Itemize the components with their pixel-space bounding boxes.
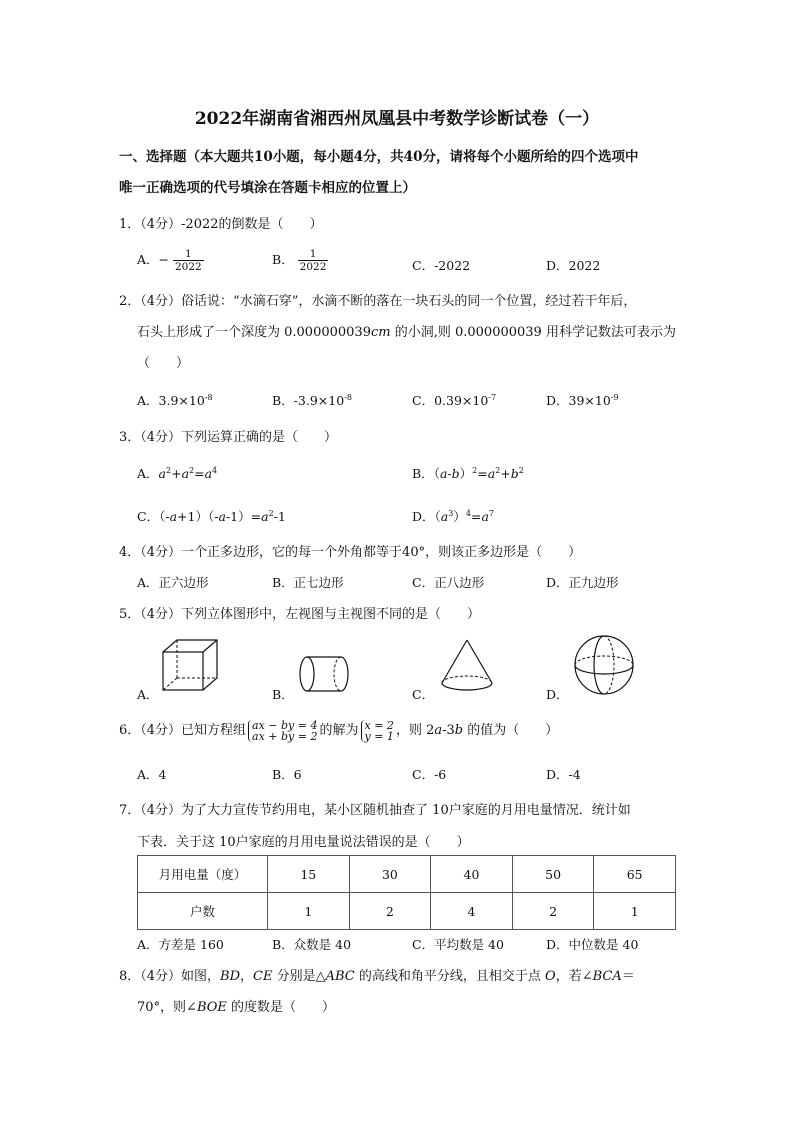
q3-a-eq: = <box>194 466 205 481</box>
table-row <box>138 856 676 893</box>
q4-option-b[interactable]: B．正七边形 <box>272 575 344 590</box>
q2-option-d[interactable] <box>546 391 619 409</box>
q6-suffix-b: -3 <box>442 723 455 738</box>
q3-option-b[interactable] <box>412 464 524 482</box>
q3-d-e1: 3 <box>448 509 454 518</box>
q8-text-b: 分别是△ <box>272 969 326 984</box>
q6-sol2: y = 1 <box>364 729 394 743</box>
table-cell: 户数 <box>138 893 268 930</box>
q3-b-label: B． <box>412 466 434 481</box>
q8-text-c: 的高线和角平分线，且相交于点 <box>354 969 546 984</box>
q3-c-lp1: （ <box>159 509 166 524</box>
table-cell: 1 <box>268 893 350 930</box>
q8-bca: BCA <box>592 969 622 984</box>
q2-c-text: C．0.39×10 <box>412 393 489 408</box>
q1-a-sign: − <box>158 252 170 267</box>
q3-c-label: C． <box>137 509 160 524</box>
q3-b-v2: b <box>451 466 460 481</box>
table-cell: 30 <box>349 856 431 893</box>
table-cell: 2 <box>512 893 594 930</box>
cube-figure <box>160 638 220 694</box>
q2-unit: cm <box>370 325 391 340</box>
q3-d-rp: ） <box>453 509 466 524</box>
page-title: 2022年湖南省湘西州凤凰县中考数学诊断试卷（一） <box>194 109 600 129</box>
q3-c-one1: 1 <box>187 509 196 524</box>
q2-line2-b: 的小洞,则 0.000000039 用科学记数法可表示为 <box>390 325 676 340</box>
q2-option-a[interactable] <box>137 391 213 409</box>
q1-stem: 1．（4分）-2022的倒数是（ ） <box>119 217 323 232</box>
q7-option-b[interactable]: B．众数是 40 <box>272 937 352 952</box>
q3-d-v1: a <box>440 509 449 524</box>
q3-d-label: D． <box>412 509 435 524</box>
q5-option-b[interactable]: B． <box>272 687 294 702</box>
q4-option-c[interactable]: C．正八边形 <box>412 575 485 590</box>
q3-a-e1: 2 <box>165 466 172 475</box>
q7-line2: 下表．关于这 10户家庭的月用电量说法错误的是（ ） <box>137 835 470 850</box>
q6-option-d[interactable]: D．-4 <box>546 767 581 782</box>
q1-b-den: 2022 <box>299 261 327 273</box>
q2-line3: （ ） <box>137 356 190 371</box>
q3-b-v1: a <box>439 466 448 481</box>
q1-a-den: 2022 <box>175 261 202 273</box>
q3-c-eq: = <box>250 509 262 524</box>
q6-var-a: a <box>434 723 443 738</box>
q3-b-minus: - <box>447 466 452 481</box>
q6-sol1: x = 2 <box>364 718 394 732</box>
q8-text-e: ＝ <box>621 969 635 984</box>
q2-b-text: B．-3.9×10 <box>272 393 345 408</box>
q5-option-d[interactable]: D． <box>546 687 569 702</box>
q3-b-e3: 2 <box>518 466 524 475</box>
q3-c-v2: a <box>218 509 226 524</box>
cone-figure <box>438 638 496 694</box>
section-heading-line1: 一、选择题（本大题共10小题，每小题4分，共40分，请将每个小题所给的四个选项中 <box>119 149 639 165</box>
q3-c-e: 2 <box>268 509 274 518</box>
q5-option-c[interactable]: C． <box>412 687 435 702</box>
q3-a-v1: a <box>158 466 166 481</box>
q1-a-label: A． <box>137 252 159 267</box>
table-cell: 4 <box>431 893 513 930</box>
q1-option-b[interactable] <box>272 248 328 273</box>
q3-c-m2: -1 <box>273 509 286 524</box>
sphere-figure <box>572 634 636 696</box>
usage-table <box>137 855 676 930</box>
q3-c-m1: -1 <box>225 509 239 524</box>
q8-o: O <box>545 969 556 984</box>
q6-system <box>248 720 317 742</box>
q1-option-c[interactable]: C．-2022 <box>412 258 471 273</box>
table-cell: 65 <box>594 856 676 893</box>
q6-var-b: b <box>454 723 464 738</box>
q1-b-num: 1 <box>298 248 329 261</box>
q2-line2 <box>137 321 676 340</box>
q6-stem <box>119 719 558 742</box>
q1-b-label: B． <box>272 252 294 267</box>
table-cell: 1 <box>594 893 676 930</box>
q4-option-a[interactable]: A．正六边形 <box>137 575 209 590</box>
q6-eq1: ax − by = 4 <box>252 718 318 732</box>
q6-option-c[interactable]: C．-6 <box>412 767 447 782</box>
q8-abc: ABC <box>325 969 355 984</box>
q8-text-d: ，若∠ <box>555 969 593 984</box>
q7-line1: 7．（4分）为了大力宣传节约用电，某小区随机抽查了 10户家庭的月用电量情况．统计如 <box>119 803 631 818</box>
q8-ce: CE <box>253 969 273 984</box>
q3-b-rp: ） <box>459 466 473 481</box>
table-cell: 月用电量（度） <box>138 856 268 893</box>
q2-option-c[interactable] <box>412 391 496 409</box>
q2-d-exp: -9 <box>610 393 619 402</box>
q7-option-d[interactable]: D．中位数是 40 <box>546 937 639 952</box>
q3-c-neg1: - <box>165 509 170 524</box>
table-cell: 2 <box>349 893 431 930</box>
q1-option-d[interactable]: D．2022 <box>546 258 601 273</box>
q8-line2 <box>137 996 335 1015</box>
cylinder-figure <box>298 654 350 694</box>
q3-c-plus: + <box>177 509 188 524</box>
q3-c-v1: a <box>169 509 178 524</box>
q1-option-a[interactable] <box>137 248 204 273</box>
q2-line2-a: 石头上形成了一个深度为 0.000000039 <box>137 325 371 340</box>
q3-b-e1: 2 <box>472 466 478 475</box>
q8-text-a: 8．（4分）如图， <box>119 969 221 984</box>
q3-d-lp: （ <box>434 509 441 524</box>
q3-d-eq: = <box>470 509 482 524</box>
q3-d-v2: a <box>481 509 489 524</box>
q2-d-text: D．39×10 <box>546 393 611 408</box>
q8-boe: BOE <box>196 1000 227 1015</box>
q8-comma: ， <box>240 969 254 984</box>
q3-b-v3: a <box>487 466 496 481</box>
q3-c-rp1: ） <box>195 509 208 524</box>
q3-c-rp2: ） <box>238 509 251 524</box>
q2-a-text: A．3.9×10 <box>137 393 205 408</box>
q3-c-lp2: （ <box>207 509 215 524</box>
q8-text-f: 70°，则∠ <box>137 1000 197 1015</box>
q1-a-fraction <box>173 248 204 273</box>
table-cell: 50 <box>512 856 594 893</box>
q1-a-num: 1 <box>173 248 204 261</box>
q7-option-a[interactable]: A．方差是 160 <box>137 937 224 952</box>
q3-b-lp: （ <box>433 466 440 481</box>
section-heading-line2: 唯一正确选项的代号填涂在答题卡相应的位置上） <box>119 180 416 196</box>
q2-line1: 2．（4分）俗话说：“水滴石穿”，水滴不断的落在一块石头的同一个位置，经过若干年后， <box>119 294 637 309</box>
q4-stem: 4．（4分）一个正多边形，它的每一个外角都等于40°，则该正多边形是（ ） <box>119 545 582 560</box>
q2-option-b[interactable] <box>272 391 352 409</box>
q4-option-d[interactable]: D．正九边形 <box>546 575 619 590</box>
q3-option-a[interactable] <box>137 464 217 482</box>
q3-c-v3: a <box>261 509 269 524</box>
q8-line1 <box>119 965 635 984</box>
q6-eq2: ax + by = 2 <box>252 729 318 743</box>
q6-prefix: 6．（4分）已知方程组 <box>119 723 247 738</box>
q8-text-g: 的度数是（ ） <box>226 1000 336 1015</box>
q6-solution <box>361 720 394 742</box>
q6-suffix-a: ，则 2 <box>395 723 435 738</box>
q3-d-e3: 7 <box>488 509 494 518</box>
table-cell: 40 <box>431 856 513 893</box>
q3-stem: 3．（4分）下列运算正确的是（ ） <box>119 430 338 445</box>
q3-a-label: A． <box>137 466 159 481</box>
q6-option-a[interactable]: A．4 <box>137 767 167 782</box>
q2-b-exp: -8 <box>344 393 352 402</box>
q3-c-neg2: - <box>214 509 219 524</box>
q3-option-d[interactable] <box>412 507 494 525</box>
q8-bd: BD <box>220 969 241 984</box>
q3-b-plus: + <box>500 466 511 481</box>
q6-suffix-c: 的值为（ ） <box>463 723 559 738</box>
q3-b-e2: 2 <box>495 466 501 475</box>
q3-a-e3: 4 <box>212 466 218 475</box>
q3-a-v2: a <box>181 466 190 481</box>
q3-a-e2: 2 <box>189 466 195 475</box>
table-row <box>138 893 676 930</box>
q6-mid: 的解为 <box>319 723 359 738</box>
q6-option-b[interactable]: B．6 <box>272 767 302 782</box>
q3-a-plus: + <box>171 466 182 481</box>
q5-stem: 5．（4分）下列立体图形中，左视图与主视图不同的是（ ） <box>119 607 481 622</box>
q2-c-exp: -7 <box>488 393 497 402</box>
q7-option-c[interactable]: C．平均数是 40 <box>412 937 504 952</box>
q3-a-v3: a <box>204 466 213 481</box>
q3-b-v4: b <box>510 466 519 481</box>
q3-option-c[interactable] <box>137 507 286 525</box>
q3-d-e2: 4 <box>465 509 471 518</box>
q5-option-a[interactable]: A． <box>137 687 159 702</box>
table-cell: 15 <box>268 856 350 893</box>
q1-b-fraction <box>298 248 329 273</box>
q2-a-exp: -8 <box>204 393 213 402</box>
q3-b-eq: = <box>477 466 488 481</box>
